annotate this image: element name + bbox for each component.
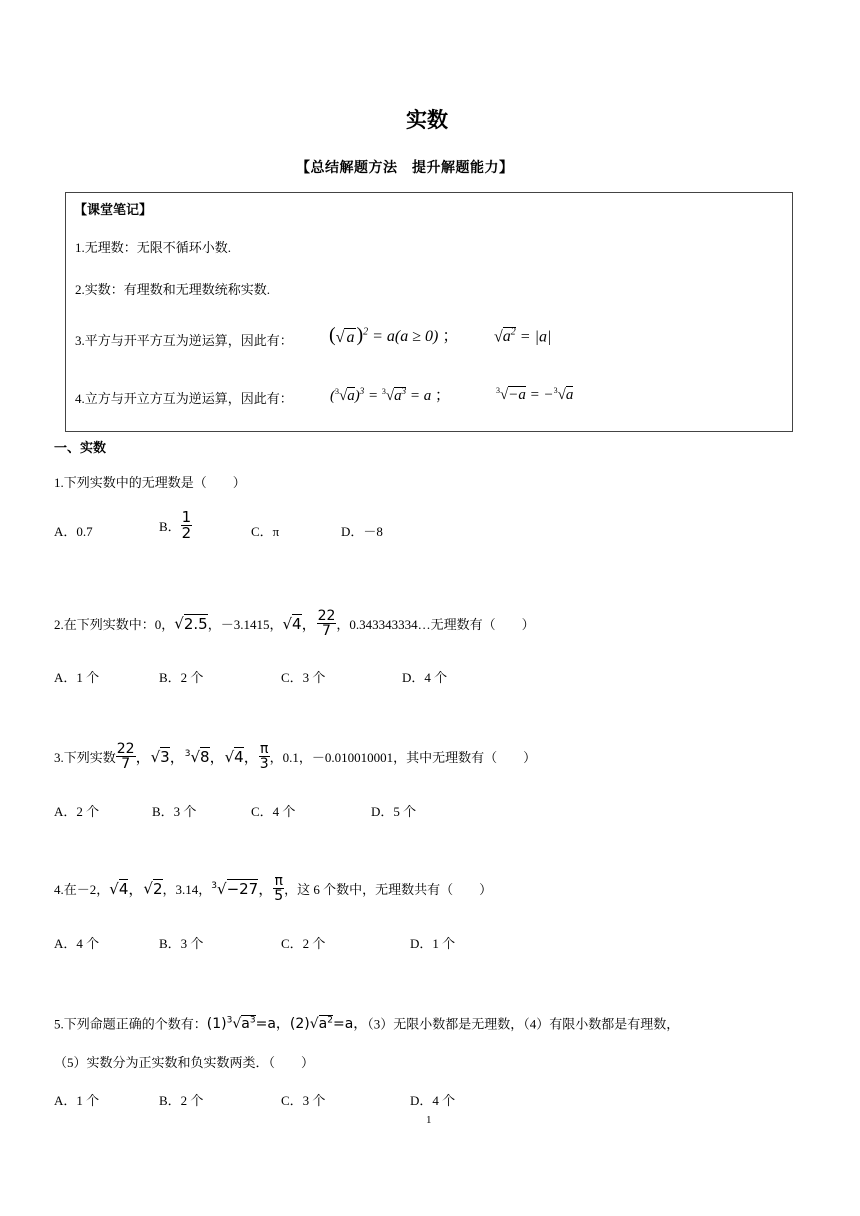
notes-item-3-text: 3.平方与开平方互为逆运算，因此有： xyxy=(75,333,293,348)
question-1-option-d[interactable]: D．－8 xyxy=(341,524,383,539)
question-4-stem xyxy=(54,874,492,903)
fraction-pi-3: $\frac{\pi}{3}$ xyxy=(259,741,269,772)
class-notes-box xyxy=(65,192,793,432)
question-2-stem xyxy=(54,609,535,638)
question-5-stem-line-1 xyxy=(54,1013,679,1033)
notes-item-4 xyxy=(75,388,293,407)
cube-root-neg-27: $^3$√−27， xyxy=(211,880,274,898)
question-2-option-c[interactable]: C．3 个 xyxy=(281,670,326,685)
fraction-pi-5: $\frac{\pi}{5}$ xyxy=(274,873,284,904)
fraction-22-7: $\frac{22}{7}$ xyxy=(116,741,135,772)
notes-item-1: 1.无理数：无限不循环小数. xyxy=(75,240,232,255)
question-4-option-c[interactable]: C．2 个 xyxy=(281,936,326,951)
question-3-stem-post: ，0.1，－0.010010001，其中无理数有（ ） xyxy=(269,750,537,765)
question-5-stem-post: （3）无限小数都是无理数，（4）有限小数都是有理数， xyxy=(367,1016,680,1032)
notes-item-3 xyxy=(75,330,293,349)
sqrt-4: √4， xyxy=(109,880,144,898)
question-5-stem-line-2: （5）实数分为正实数和负实数两类．（ ） xyxy=(54,1055,315,1070)
question-3-stem-pre: 3.下列实数 xyxy=(54,750,116,765)
cube-root-8: $^3$√8， xyxy=(184,748,225,766)
sqrt-2: √2 xyxy=(143,879,163,898)
sqrt-4: √4， xyxy=(224,748,259,766)
question-2-option-a[interactable]: A．1 个 xyxy=(54,670,100,685)
question-4-stem-mid: ，3.14， xyxy=(162,882,212,897)
question-3-option-a[interactable]: A．2 个 xyxy=(54,804,100,819)
question-2-stem-post: ，0.343343334…无理数有（ ） xyxy=(336,617,535,632)
question-4-option-a[interactable]: A．4 个 xyxy=(54,936,100,951)
question-2-stem-pre: 2.在下列实数中：0， xyxy=(54,617,175,632)
question-3-option-b[interactable]: B．3 个 xyxy=(152,804,197,819)
proposition-1-formula: $(1)^3√a^3=a$，$(2)√a^2=a$， xyxy=(206,1015,368,1032)
question-5-option-b[interactable]: B．2 个 xyxy=(159,1093,204,1108)
question-1-option-c[interactable]: C．π xyxy=(251,524,280,539)
sqrt-3: ，√3， xyxy=(135,748,185,766)
question-3-stem xyxy=(54,742,536,771)
question-3-option-c[interactable]: C．4 个 xyxy=(251,804,296,819)
question-4-option-d[interactable]: D．1 个 xyxy=(410,936,456,951)
question-3-option-d[interactable]: D．5 个 xyxy=(371,804,417,819)
question-1-stem: 1.下列实数中的无理数是（ ） xyxy=(54,475,246,490)
question-2-option-b[interactable]: B．2 个 xyxy=(159,670,204,685)
formula-neg-cube-root: $^3$√−a = −$^3$√a xyxy=(496,386,574,403)
notes-item-4-text: 4.立方与开立方互为逆运算，因此有： xyxy=(75,391,293,406)
section-heading: 一、实数 xyxy=(54,441,107,456)
formula-square-root: (√ a )$^2$ = a(a ≥ 0) ； xyxy=(329,324,459,346)
question-5-option-c[interactable]: C．3 个 xyxy=(281,1093,326,1108)
sqrt-2-5: √2.5 xyxy=(174,614,208,633)
question-4-stem-pre: 4.在－2， xyxy=(54,882,110,897)
question-1-option-b[interactable] xyxy=(159,510,192,541)
sqrt-4: √4， xyxy=(282,615,317,633)
page-subtitle: 【总结解题方法 提升解题能力】 xyxy=(296,160,514,176)
question-4-option-b[interactable]: B．3 个 xyxy=(159,936,204,951)
formula-abs-root: $√a^2 = |a|$ xyxy=(494,327,552,346)
question-5-option-d[interactable]: D．4 个 xyxy=(410,1093,456,1108)
question-5-stem-pre: 5.下列命题正确的个数有： xyxy=(54,1016,207,1032)
question-2-stem-mid: ，－3.1415， xyxy=(207,617,283,632)
formula-cube-root: $(^3√a)^3 = ^3√a^3 = a$ ； xyxy=(330,386,450,404)
question-1-option-b-label: B． xyxy=(159,519,181,534)
page-number: 1 xyxy=(426,1114,432,1126)
page-title: 实数 xyxy=(406,108,448,132)
fraction-one-half: $\frac{1}{2}$ xyxy=(181,508,192,542)
question-4-stem-post: ，这 6 个数中，无理数共有（ ） xyxy=(284,882,493,897)
question-2-option-d[interactable]: D．4 个 xyxy=(402,670,448,685)
question-5-option-a[interactable]: A．1 个 xyxy=(54,1093,100,1108)
notes-heading: 【课堂笔记】 xyxy=(74,203,153,218)
notes-item-2: 2.实数：有理数和无理数统称实数. xyxy=(75,282,271,297)
question-1-option-a[interactable]: A．0.7 xyxy=(54,524,93,539)
fraction-22-7: $\frac{22}{7}$ xyxy=(317,608,336,639)
